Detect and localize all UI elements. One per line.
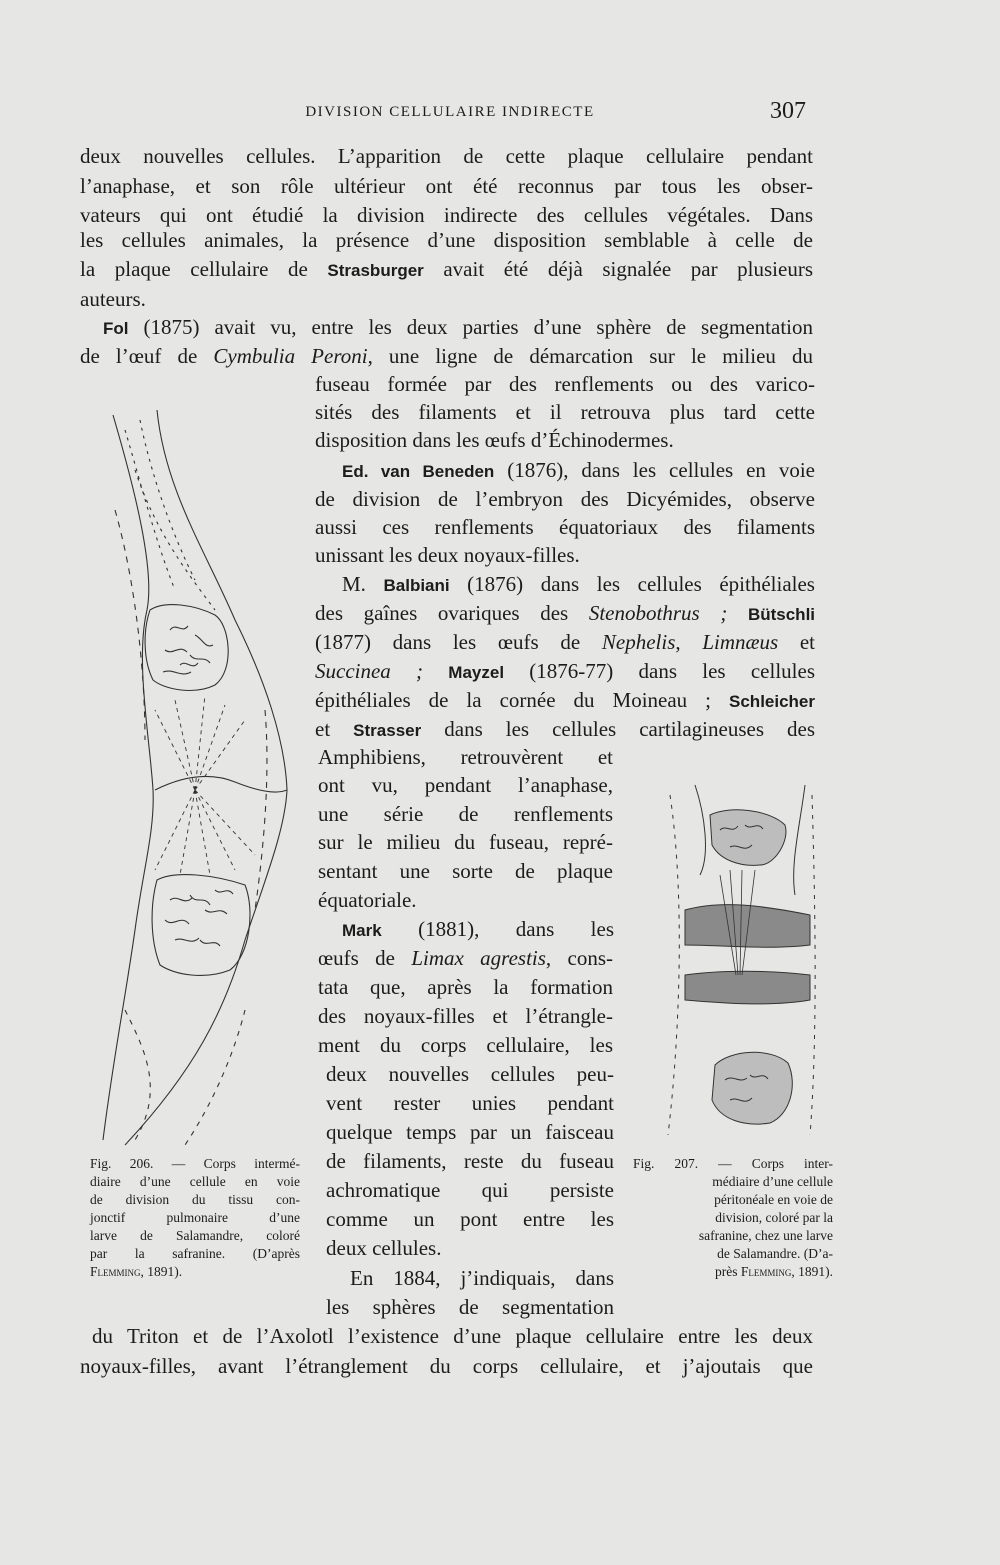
text-line: disposition dans les œufs d’Échinodermes. <box>315 428 674 452</box>
caption-line: division, coloré par la <box>715 1210 833 1225</box>
text-line: de filaments, reste du fuseau <box>326 1149 614 1173</box>
author-name: Schleicher <box>729 692 816 711</box>
author-name: Mark <box>342 921 382 940</box>
text-line: En 1884, j’indiquais, dans <box>350 1266 614 1290</box>
text-line: tata que, après la formation <box>318 975 613 999</box>
figure-207-drawing <box>660 775 820 1145</box>
text-line: les sphères de segmentation <box>326 1295 614 1319</box>
text-line: vent rester unies pendant <box>326 1091 614 1115</box>
caption-line: jonctif pulmonaire d’une <box>90 1210 300 1225</box>
text-line: fuseau formée par des renflements ou des varico- <box>315 372 815 396</box>
caption-line: safranine, chez une larve <box>698 1228 833 1243</box>
text-line: la plaque cellulaire de Strasburger avait été déjà signalée par plusieurs <box>80 257 813 281</box>
text-line: deux nouvelles cellules peu- <box>326 1062 614 1086</box>
text-line: unissant les deux noyaux-filles. <box>315 543 580 567</box>
caption-line: péritonéale en voie de <box>714 1192 833 1207</box>
author-name: Strasser <box>353 721 422 740</box>
author-name: Balbiani <box>383 576 450 595</box>
text-line: l’anaphase, et son rôle ultérieur ont été reconnus par tous les obser- <box>80 174 813 198</box>
text-line: les cellules animales, la présence d’une disposition semblable à celle de <box>80 228 813 252</box>
caption-line: de division du tissu con- <box>90 1192 300 1207</box>
author-name: Strasburger <box>327 261 424 280</box>
text-line: vateurs qui ont étudié la division indirecte des cellules végétales. Dans <box>80 203 813 227</box>
author-name: Fol <box>103 319 129 338</box>
text-line: Amphibiens, retrouvèrent et <box>318 745 613 769</box>
text-line: ment du corps cellulaire, les <box>318 1033 613 1057</box>
figure-207-caption <box>633 1155 833 1281</box>
text-line: Mark (1881), dans les <box>342 917 614 941</box>
text-line: sur le milieu du fuseau, repré- <box>318 830 613 854</box>
text-line: deux nouvelles cellules. L’apparition de cette plaque cellulaire pendant <box>80 144 813 168</box>
text-line: achromatique qui persiste <box>326 1178 614 1202</box>
text-line: et Strasser dans les cellules cartilagineuses des <box>315 717 816 741</box>
text-line: Fol (1875) avait vu, entre les deux parties d’une sphère de segmentation <box>103 315 813 339</box>
text-line: de division de l’embryon des Dicyémides, observe <box>315 487 815 511</box>
text-line: œufs de Limax agrestis, cons- <box>318 946 613 970</box>
text-line: du Triton et de l’Axolotl l’existence d’une plaque cellulaire entre les deux <box>92 1324 813 1348</box>
text-line: deux cellules. <box>326 1236 442 1260</box>
text-line: noyaux-filles, avant l’étranglement du corps cellulaire, et j’ajoutais que <box>80 1354 813 1378</box>
caption-line: Fig. 207. — Corps inter- <box>633 1156 833 1171</box>
text-line: épithéliales de la cornée du Moineau ; Schleicher <box>315 688 816 712</box>
author-name: Bütschli <box>747 605 816 624</box>
text-line: sités des filaments et il retrouva plus tard cette <box>315 400 815 424</box>
author-name: Mayzel <box>448 663 505 682</box>
text-line: aussi ces renflements équatoriaux des filaments <box>315 515 815 539</box>
text-line: comme un pont entre les <box>326 1207 614 1231</box>
text-line: ont vu, pendant l’anaphase, <box>318 773 613 797</box>
text-line: des gaînes ovariques des Stenobothrus ; Bütschli <box>315 601 816 625</box>
figure-206-caption <box>90 1155 300 1281</box>
caption-line: par la safranine. (D’après <box>90 1246 300 1261</box>
running-title: DIVISION CELLULAIRE INDIRECTE <box>305 104 595 120</box>
text-line: sentant une sorte de plaque <box>318 859 613 883</box>
author-name: Ed. van Beneden <box>342 462 495 481</box>
text-line: quelque temps par un faisceau <box>326 1120 614 1144</box>
page-number: 307 <box>770 98 806 124</box>
text-line: Succinea ; Mayzel (1876-77) dans les cellules <box>315 659 815 683</box>
text-line: Ed. van Beneden (1876), dans les cellules en voie <box>342 458 816 482</box>
text-line: équatoriale. <box>318 888 417 912</box>
figure-206-drawing <box>95 410 310 1150</box>
caption-line: Fig. 206. — Corps intermé- <box>90 1156 300 1171</box>
text-line: une série de renflements <box>318 802 613 826</box>
caption-line: diaire d’une cellule en voie <box>90 1174 300 1189</box>
caption-line: larve de Salamandre, coloré <box>90 1228 300 1243</box>
caption-line: médiaire d’une cellule <box>712 1174 833 1189</box>
text-line: auteurs. <box>80 287 146 311</box>
caption-line: Flemming, 1891). <box>90 1264 183 1279</box>
text-line: M. Balbiani (1876) dans les cellules épithéliales <box>342 572 815 596</box>
text-line: de l’œuf de Cymbulia Peroni, une ligne de démarcation sur le milieu du <box>80 344 813 368</box>
caption-line: près Flemming, 1891). <box>714 1264 833 1279</box>
text-line: (1877) dans les œufs de Nephelis, Limnæus et <box>315 630 816 654</box>
text-line: des noyaux-filles et l’étrangle- <box>318 1004 613 1028</box>
caption-line: de Salamandre. (D’a- <box>717 1246 833 1261</box>
